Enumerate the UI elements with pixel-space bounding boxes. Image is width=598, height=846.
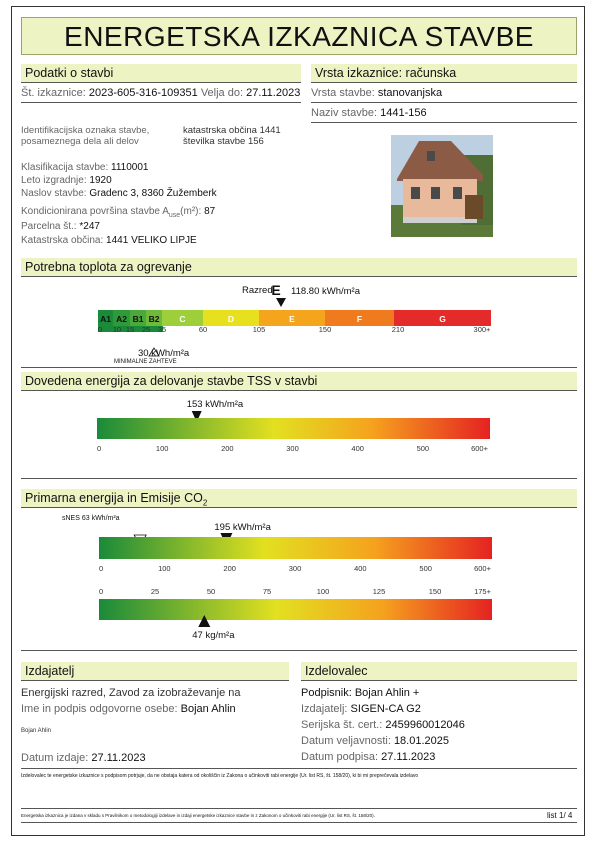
vrsta-stavbe-row: Vrsta stavbe: stanovanjska — [311, 87, 443, 99]
datum-podpisa-row: Datum podpisa: 27.11.2023 — [301, 751, 436, 763]
divider — [311, 82, 577, 83]
odgovorna-oseba-row: Ime in podpis odgovorne osebe: Bojan Ahlin — [21, 703, 236, 715]
toplota-tick-label: 15 — [125, 325, 135, 334]
divider — [21, 808, 577, 809]
razred-label: Razred — [242, 285, 273, 296]
toplota-tick-label: 60 — [198, 325, 208, 334]
divider — [311, 122, 577, 123]
section-header-vrsta: Vrsta izkaznice: računska — [311, 64, 577, 82]
leto-row: Leto izgradnje: 1920 — [21, 175, 112, 186]
toplota-tick-label: 35 — [157, 325, 167, 334]
naziv-stavbe-row: Naziv stavbe: 1441-156 — [311, 107, 427, 119]
divider — [21, 680, 289, 681]
class-label-b2: B2 — [148, 314, 160, 324]
izdajatelj-cert-row: Izdajatelj: SIGEN-CA G2 — [301, 703, 421, 715]
izkaznica-number-row: Št. izkaznice: 2023-605-316-109351 Velja do: 27.11.2023 — [21, 87, 301, 99]
scale-tick-label: 500 — [419, 564, 432, 573]
scale-tick-label: 50 — [206, 587, 216, 596]
scale-tick-label: 300 — [288, 564, 302, 573]
divider — [21, 478, 577, 479]
serijska-row: Serijska št. cert.: 2459960012046 — [301, 719, 465, 731]
divider — [21, 650, 577, 651]
section-header-dovedena: Dovedena energija za delovanje stavbe TSS v stavbi — [21, 372, 577, 390]
divider — [21, 768, 577, 769]
scale-tick-label: 100 — [155, 444, 169, 453]
dovedena-value-label: 153 kWh/m²a — [186, 399, 244, 410]
divider — [21, 102, 301, 103]
katastrska-row: Katastrska občina: 1441 VELIKO LIPJE — [21, 235, 197, 246]
scale-tick-label: 75 — [262, 587, 272, 596]
primarna-value-label: 195 kWh/m²a — [214, 522, 271, 533]
podpisnik-row: Podpisnik: Bojan Ahlin + — [301, 687, 420, 699]
min-zahteve-label: MINIMALNE ZAHTEVE — [114, 359, 177, 365]
dovedena-scale — [0, 390, 598, 478]
divider — [21, 822, 577, 823]
min-zahteve-value: 30 kWh/m²a — [138, 348, 190, 359]
toplota-tick-label: 150 — [318, 325, 332, 334]
scale-tick-label: 600+ — [471, 444, 488, 453]
class-label-f: F — [356, 314, 363, 324]
snes-label: sNES 63 kWh/m²a — [62, 515, 120, 522]
scale-tick-label: 200 — [221, 444, 234, 453]
toplota-scale — [0, 276, 598, 368]
ident-value: katastrska občina 1441 številka stavbe 156 — [183, 125, 281, 147]
scale-tick-label: 300 — [286, 444, 299, 453]
primarna-scale — [0, 507, 598, 647]
toplota-tick-label: 10 — [112, 325, 122, 334]
divider — [301, 680, 577, 681]
section-header-izdelovalec: Izdelovalec — [301, 662, 577, 680]
building-photo — [391, 135, 493, 237]
veljavnost-row: Datum veljavnosti: 18.01.2025 — [301, 735, 449, 747]
scale-tick-label: 100 — [316, 587, 330, 596]
izdajatelj-name: Energijski razred, Zavod za izobraževanje na — [21, 687, 241, 699]
scale-tick-label: 100 — [158, 564, 171, 573]
datum-izdaje-row: Datum izdaje: 27.11.2023 — [21, 752, 146, 764]
scale-tick-label: 125 — [372, 587, 386, 596]
page-title: ENERGETSKA IZKAZNICA STAVBE — [21, 17, 577, 55]
dovedena-bar — [97, 418, 490, 439]
toplota-tick-label: 210 — [391, 325, 405, 334]
toplota-value-label: 118.80 kWh/m²a — [291, 286, 360, 297]
section-header-podatki: Podatki o stavbi — [21, 64, 301, 82]
scale-tick-label: 400 — [351, 444, 364, 453]
page-number: list 1/ 4 — [547, 811, 573, 820]
povrsina-row: Kondicionirana površina stavbe $A_{use}(m^2)$: 87 — [21, 206, 216, 219]
scale-tick-label: 175+ — [474, 587, 491, 596]
class-label-d: D — [227, 314, 235, 324]
divider — [311, 102, 577, 103]
scale-tick-label: 25 — [150, 587, 160, 596]
klasifikacija-row: Klasifikacija stavbe: 1110001 — [21, 162, 149, 173]
parcela-row: Parcelna št.: *247 — [21, 221, 100, 232]
scale-tick-label: 0 — [97, 444, 102, 453]
scale-tick-label: 0 — [99, 587, 104, 596]
class-label-g: G — [439, 314, 446, 324]
toplota-tick-label: 25 — [141, 325, 151, 334]
primarna-bar — [99, 537, 492, 559]
footer-note-pravilnik: Energetska izkaznica je izdana v skladu s Pravilnikom o metodologiji izdelave in izdaji energetske izkaznice stavbe in z Zakonom o učinkoviti rabi energije (Ur. list RS, št. 158/20). — [21, 813, 375, 818]
ident-label: Identifikacijska oznaka stavbe, posameznega dela ali delov — [21, 125, 150, 147]
toplota-marker — [276, 298, 286, 307]
toplota-tick-label: 105 — [252, 325, 266, 334]
section-header-toplota: Potrebna toplota za ogrevanje — [21, 258, 577, 276]
class-label-a1: A1 — [100, 314, 111, 324]
razred-value: E — [271, 282, 281, 298]
class-label-a2: A2 — [116, 314, 127, 324]
scale-tick-label: 200 — [223, 564, 236, 573]
scale-tick-label: 600+ — [474, 564, 491, 573]
signature: Bojan Ahlin — [21, 728, 52, 734]
footer-note-podpis: Izdelovalec te energetske izkaznice s podpisom potrjuje, da ne obstaja katera od okoliščin iz Zakona o učinkoviti rabi energije (Ur. list RS, št. 158/20), ki bi mi preprečevala izdelavo — [21, 773, 419, 779]
scale-tick-label: 150 — [428, 587, 442, 596]
toplota-tick-label: 300+ — [473, 325, 491, 334]
section-header-primarna: Primarna energija in Emisije $CO_2$ — [21, 489, 577, 507]
scale-tick-label: 400 — [354, 564, 367, 573]
co2-bar — [99, 599, 492, 620]
class-label-c: C — [179, 314, 186, 324]
class-label-b1: B1 — [132, 314, 144, 324]
naslov-row: Naslov stavbe: Gradenc 3, 8360 Žužemberk — [21, 188, 217, 199]
divider — [21, 82, 301, 83]
scale-tick-label: 0 — [99, 564, 104, 573]
section-header-izdajatelj: Izdajatelj — [21, 662, 289, 680]
co2-value-label: 47 kg/m²a — [192, 630, 235, 641]
toplota-tick-label: 0 — [98, 325, 103, 334]
scale-tick-label: 500 — [416, 444, 430, 453]
class-label-e: E — [289, 314, 295, 324]
